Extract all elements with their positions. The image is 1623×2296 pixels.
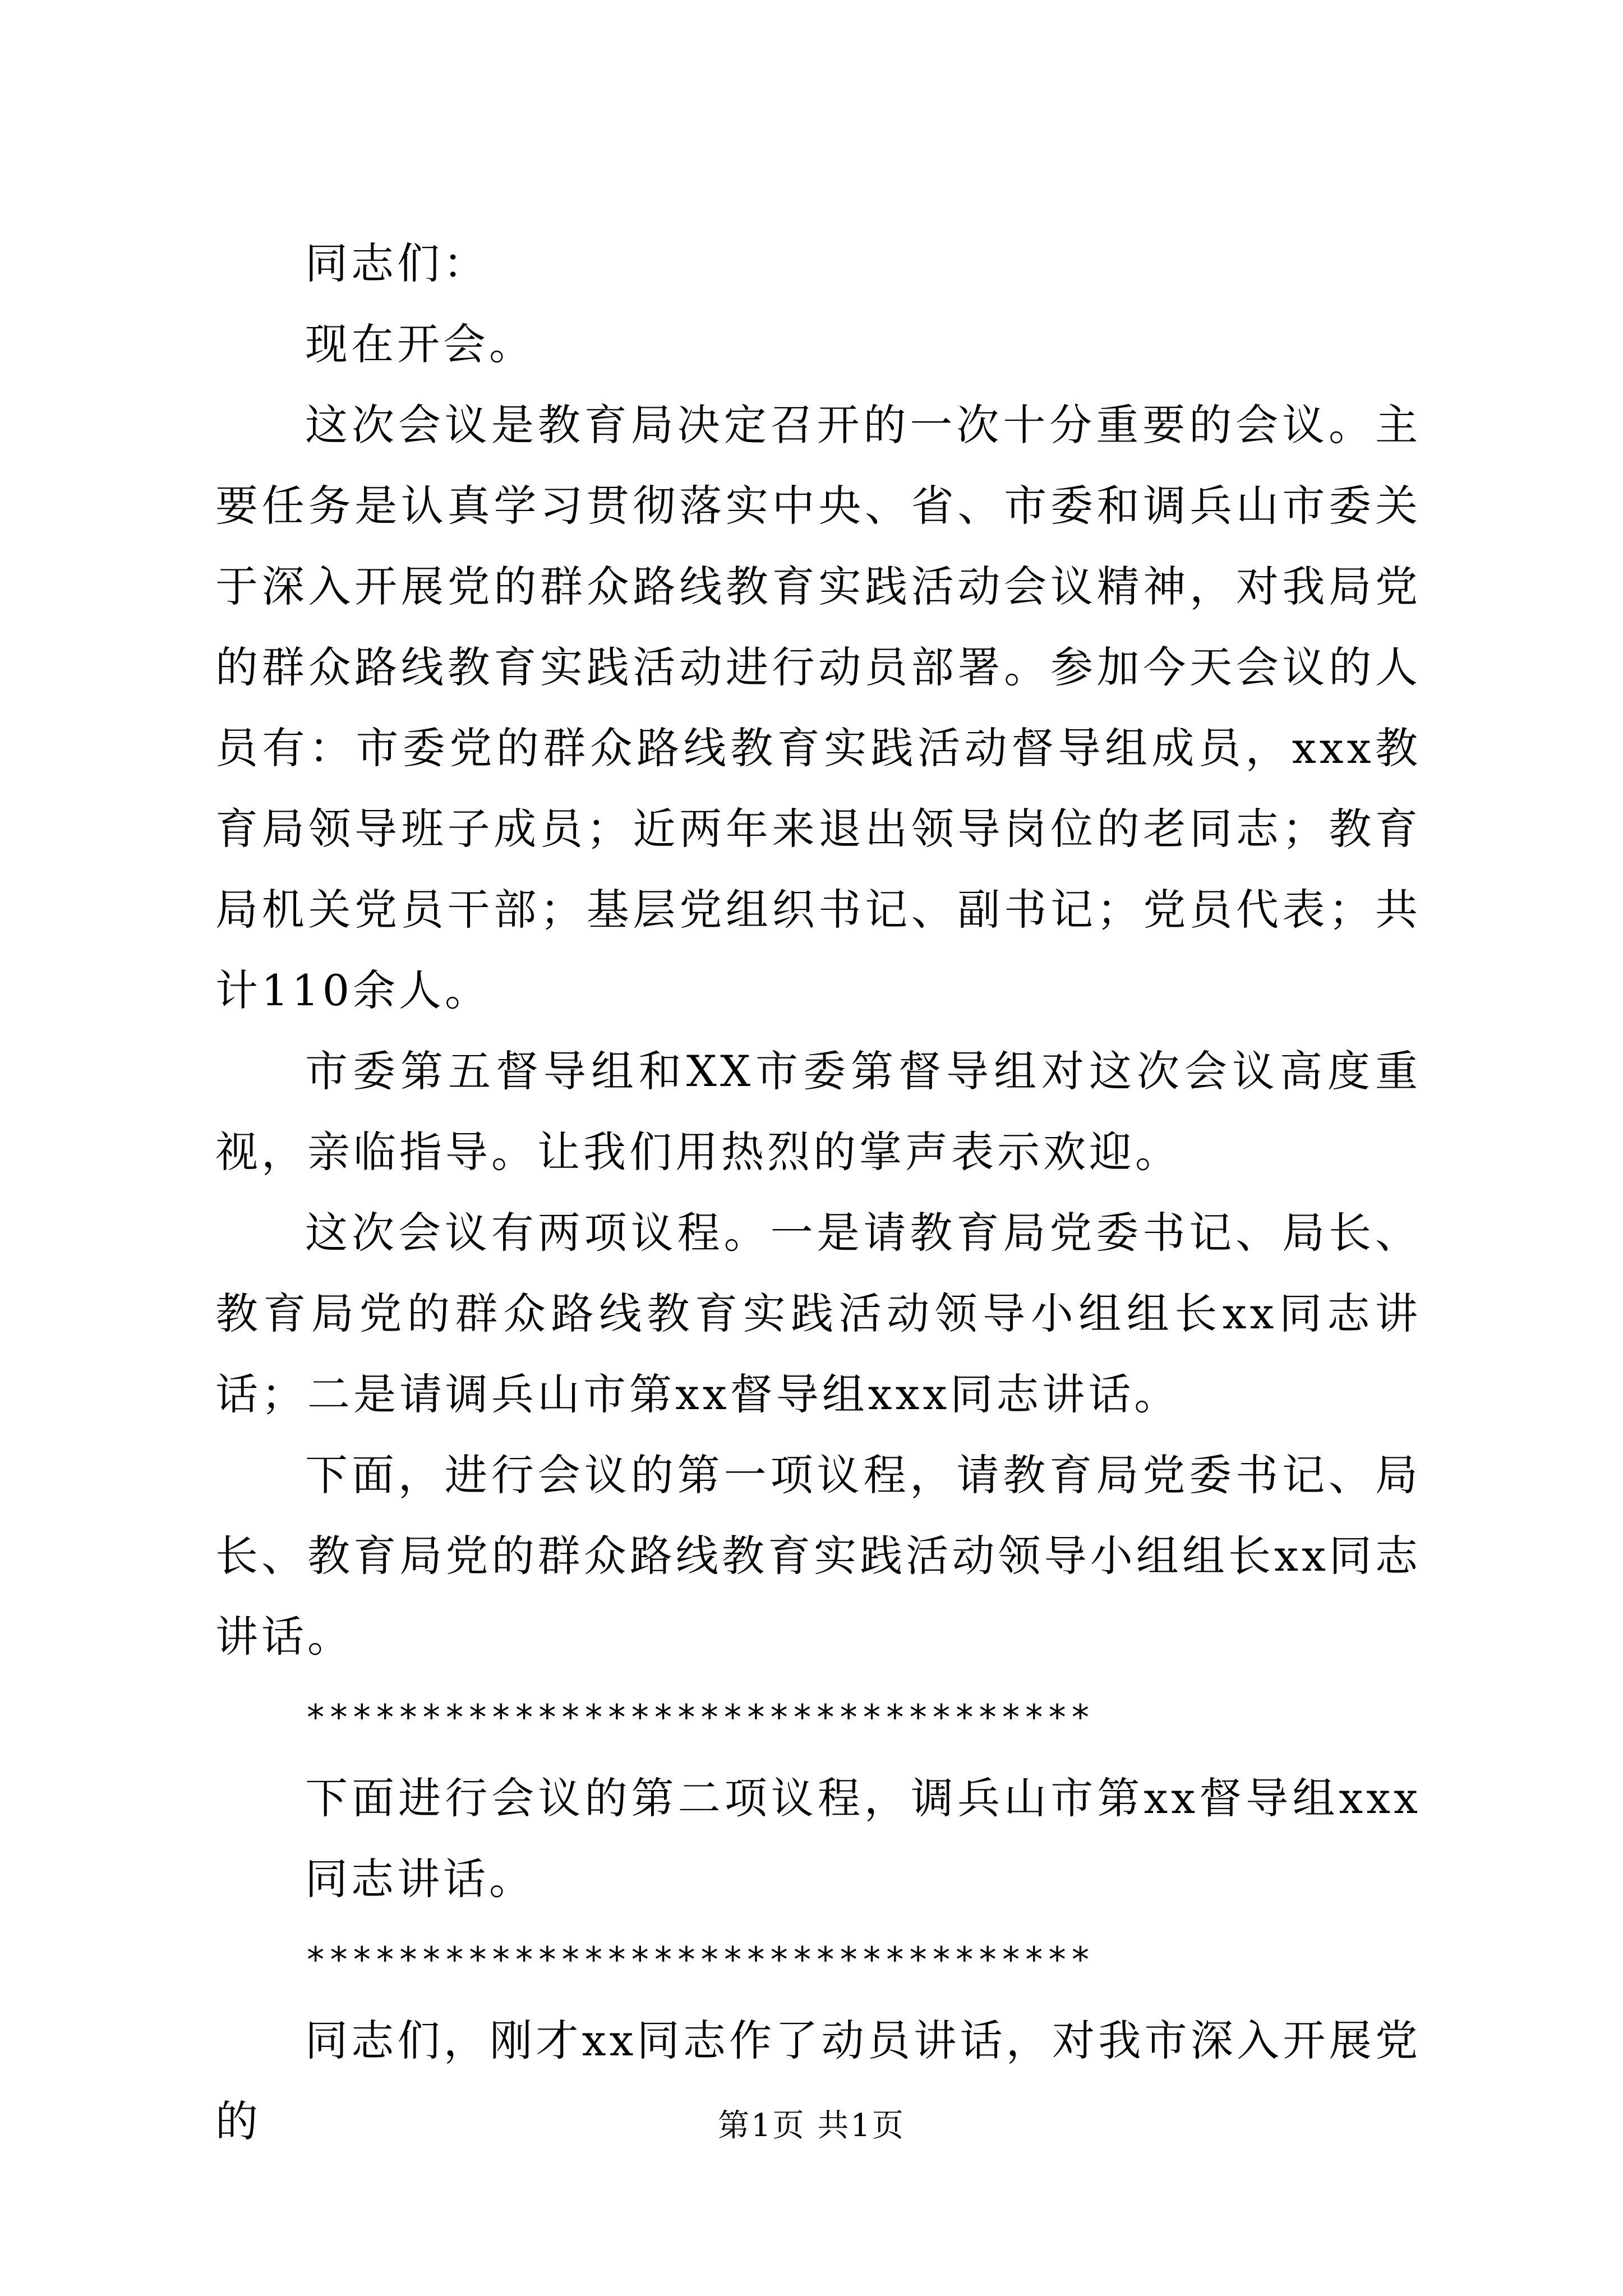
- paragraph-first-agenda: 下面，进行会议的第一项议程，请教育局党委书记、局长、教育局党的群众路线教育实践活动领导小组组长xx同志讲话。: [215, 1450, 1421, 1662]
- separator-line: **********************************: [305, 1697, 1094, 1738]
- document-body: [215, 223, 1421, 2162]
- paragraph-greeting: 同志们：: [305, 238, 489, 288]
- paragraph-meeting-purpose: 这次会议是教育局决定召开的一次十分重要的会议。主要任务是认真学习贯彻落实中央、省、市委和调兵山市委关于深入开展党的群众路线教育实践活动会议精神，对我局党的群众路线教育实践活动进行动员部署。参加今天会议的人员有：市委党的群众路线教育实践活动督导组成员，xxx教育局领导班子成员；近两年来退出领导岗位的老同志；教育局机关党员干部；基层党组织书记、副书记；党员代表；共计110余人。: [215, 400, 1421, 1015]
- separator-line: **********************************: [305, 1939, 1094, 1980]
- paragraph-agenda: 这次会议有两项议程。一是请教育局党委书记、局长、教育局党的群众路线教育实践活动领导小组组长xx同志讲话；二是请调兵山市第xx督导组xxx同志讲话。: [215, 1208, 1421, 1419]
- page-footer: 第1页 共1页: [717, 2108, 906, 2144]
- paragraph-supervisors-welcome: 市委第五督导组和XX市委第督导组对这次会议高度重视，亲临指导。让我们用热烈的掌声表示欢迎。: [215, 1046, 1421, 1177]
- paragraph-second-agenda: 下面进行会议的第二项议程，调兵山市第xx督导组xxx同志讲话。: [305, 1773, 1421, 1904]
- paragraph-closing: 同志们，刚才xx同志作了动员讲话，对我市深入开展党的: [215, 2016, 1421, 2146]
- paragraph-opening: 现在开会。: [305, 319, 535, 369]
